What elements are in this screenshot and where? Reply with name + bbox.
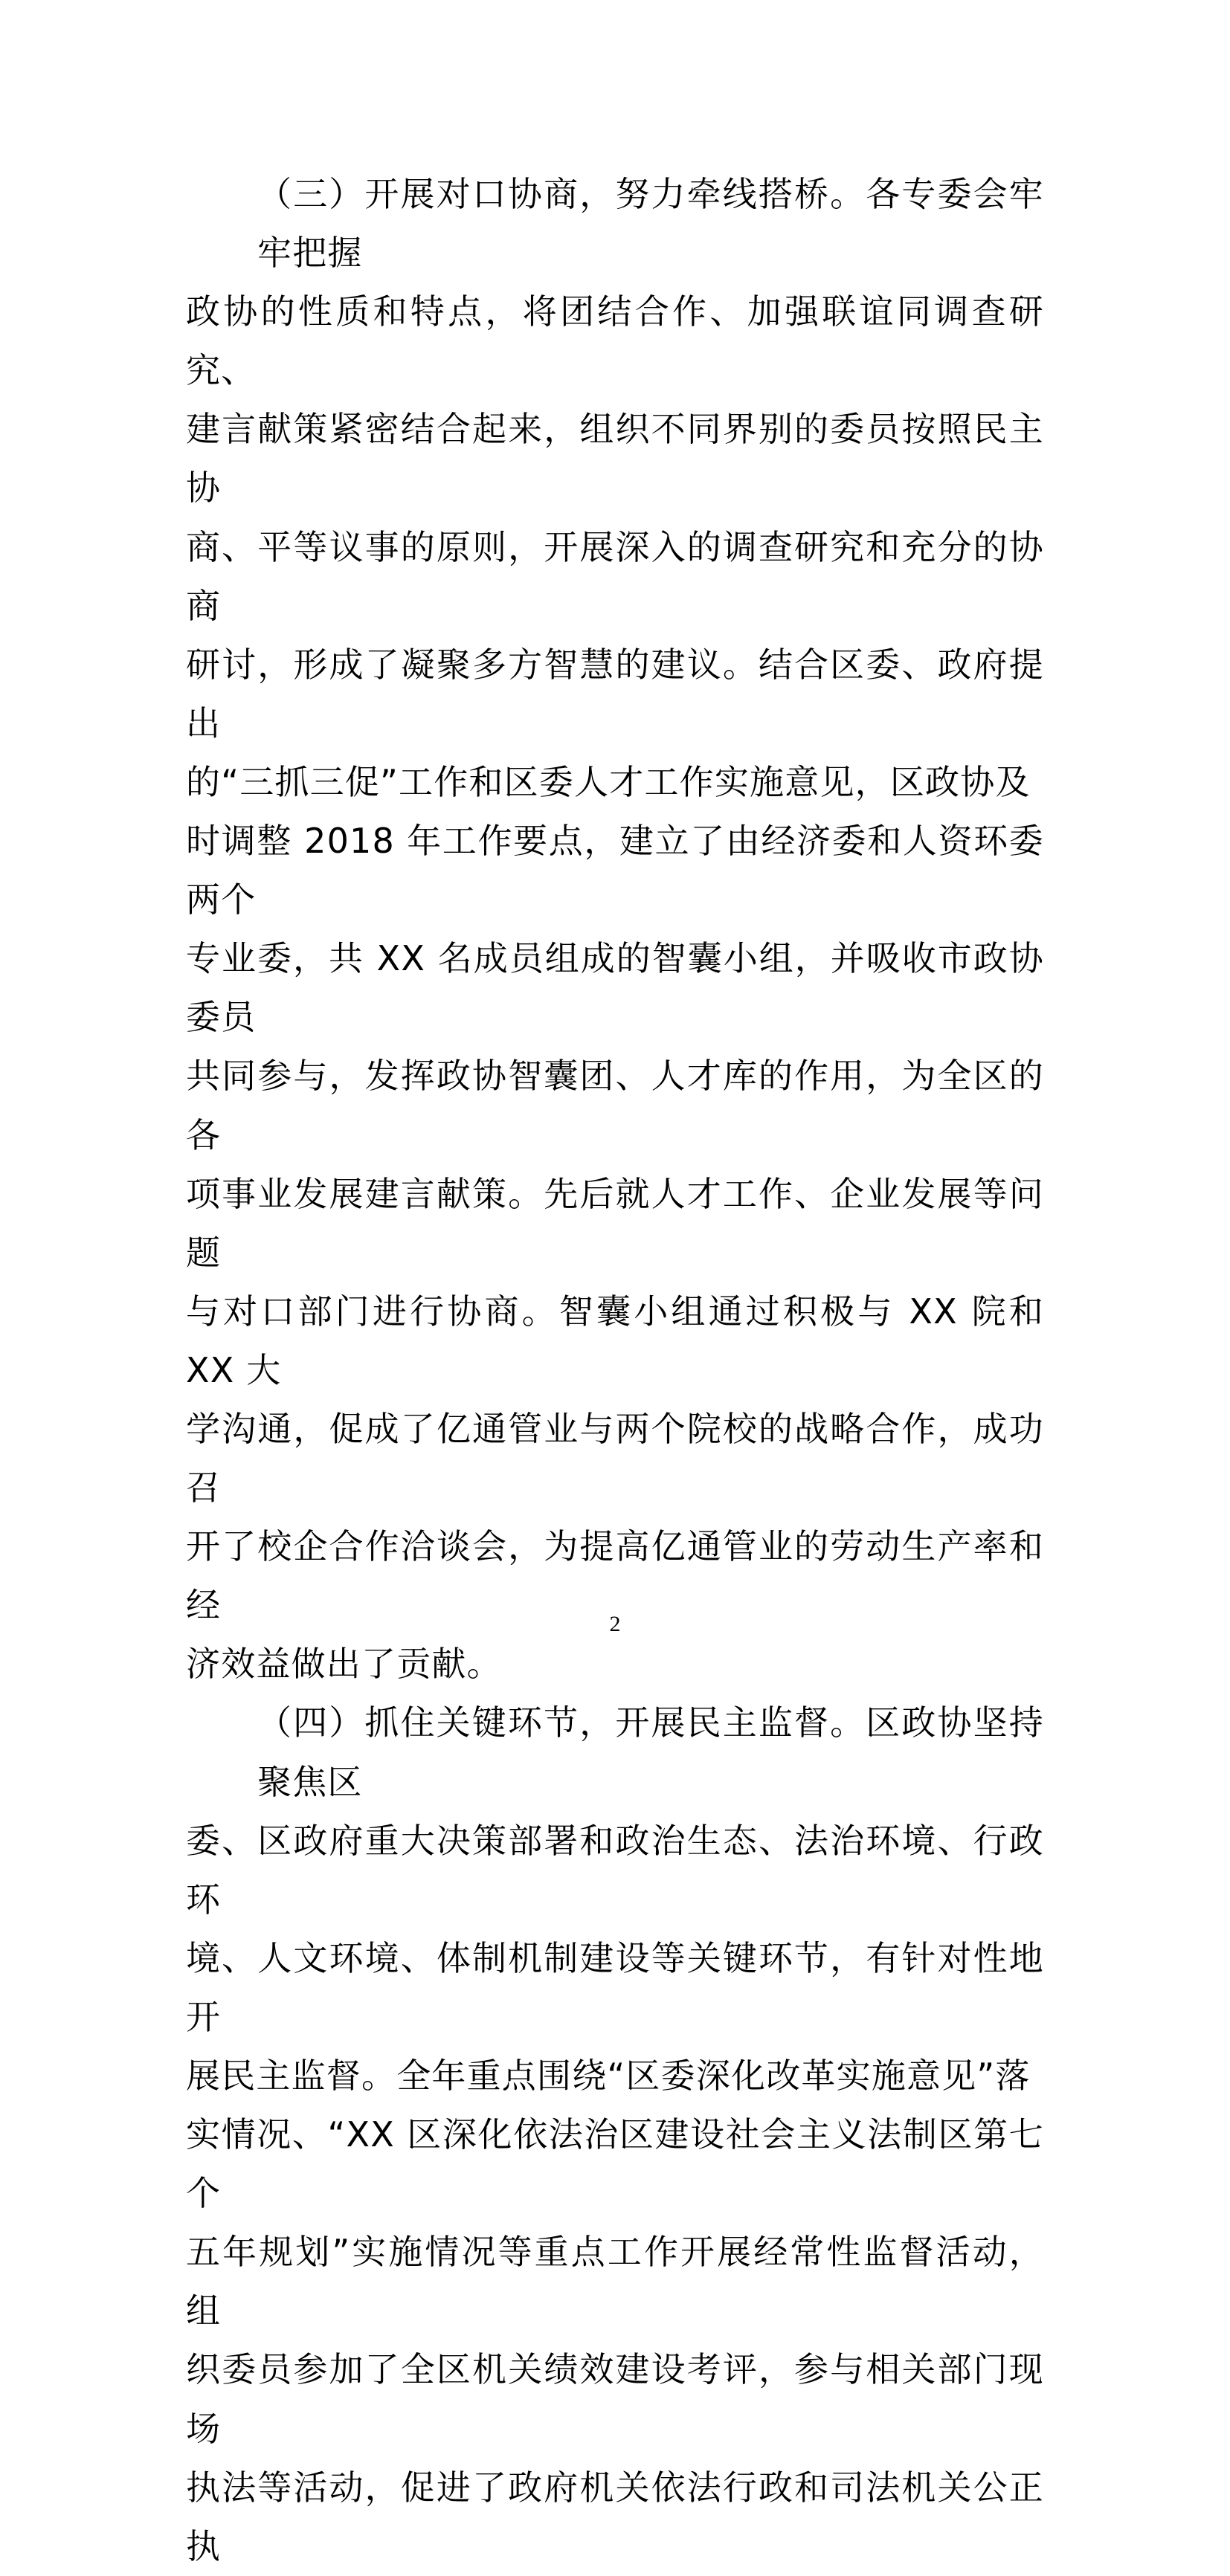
text-line: 境、人文环境、体制机制建设等关键环节，有针对性地开 xyxy=(186,1937,1044,2037)
text-line: 项事业发展建言献策。先后就人才工作、企业发展等问题 xyxy=(186,1173,1044,1273)
text-line: 专业委，共 XX 名成员组成的智囊小组，并吸收市政协委员 xyxy=(186,938,1044,1038)
text-line: 的“三抓三促”工作和区委人才工作实施意见，区政协及 xyxy=(186,761,1031,802)
text-line: 展民主监督。全年重点围绕“区委深化改革实施意见”落 xyxy=(186,2056,1031,2096)
paragraph-section-4 xyxy=(186,1694,1044,2575)
document-page xyxy=(186,165,1044,2576)
text-line: 研讨，形成了凝聚多方智慧的建议。结合区委、政府提出 xyxy=(186,644,1044,743)
text-line: （四）抓住关键环节，开展民主监督。区政协坚持聚焦区 xyxy=(257,1702,1044,1802)
paragraph-section-3 xyxy=(186,165,1044,1694)
text-line: 学沟通，促成了亿通管业与两个院校的战略合作，成功召 xyxy=(186,1408,1044,1508)
text-line: 共同参与，发挥政协智囊团、人才库的作用，为全区的各 xyxy=(186,1056,1044,1155)
text-line: 与对口部门进行协商。智囊小组通过积极与 XX 院和 XX 大 xyxy=(186,1291,1044,1390)
text-line: （三）开展对口协商，努力牵线搭桥。各专委会牢牢把握 xyxy=(257,174,1044,274)
text-line: 委、区政府重大决策部署和政治生态、法治环境、行政环 xyxy=(186,1820,1044,1920)
text-line: 建言献策紧密结合起来，组织不同界别的委员按照民主协 xyxy=(186,409,1044,509)
text-line: 五年规划”实施情况等重点工作开展经常性监督活动，组 xyxy=(186,2232,1044,2331)
text-line: 织委员参加了全区机关绩效建设考评，参与相关部门现场 xyxy=(186,2349,1044,2449)
text-line: 济效益做出了贡献。 xyxy=(186,1644,502,1685)
page-number: 2 xyxy=(609,1612,621,1636)
text-line: 商、平等议事的原则，开展深入的调查研究和充分的协商 xyxy=(186,526,1044,626)
text-line: 政协的性质和特点，将团结合作、加强联谊同调查研究、 xyxy=(186,291,1044,391)
text-line: 开了校企合作洽谈会，为提高亿通管业的劳动生产率和经 xyxy=(186,1526,1044,1626)
text-line: 时调整 2018 年工作要点，建立了由经济委和人资环委两个 xyxy=(186,821,1044,920)
text-line: 执法等活动，促进了政府机关依法行政和司法机关公正执 xyxy=(186,2467,1044,2566)
text-line: 实情况、“XX 区深化依法治区建设社会主义法制区第七个 xyxy=(186,2114,1044,2214)
